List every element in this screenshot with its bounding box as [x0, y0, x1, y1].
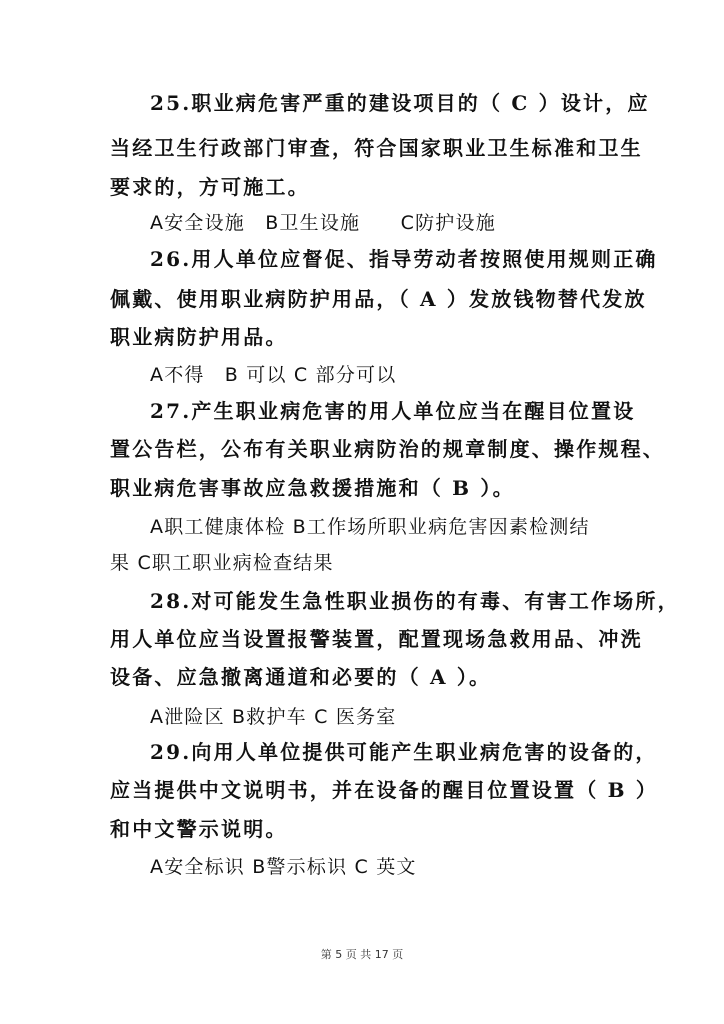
- question-27-line-3: 职业病危害事故应急救援措施和（ B ）。: [110, 476, 515, 500]
- question-27-options-line-2: 果 C职工职业病检查结果: [110, 552, 334, 574]
- question-28-options: A泄险区 B救护车 C 医务室: [150, 706, 397, 728]
- question-29-line-3: 和中文警示说明。: [110, 817, 288, 841]
- question-26-options: A不得 B 可以 C 部分可以: [150, 364, 397, 386]
- question-25-line-1: 25.职业病危害严重的建设项目的（ C ）设计，应: [150, 91, 650, 115]
- question-28-line-2: 用人单位应当设置报警装置，配置现场急救用品、冲洗: [110, 627, 643, 651]
- question-29-line-2: 应当提供中文说明书，并在设备的醒目位置设置（ B ）: [110, 778, 659, 802]
- page-number-footer: 第 5 页 共 17 页: [320, 948, 404, 961]
- question-26-line-1: 26.用人单位应督促、指导劳动者按照使用规则正确: [150, 247, 658, 271]
- question-26-line-3: 职业病防护用品。: [110, 325, 288, 349]
- question-29-options: A安全标识 B警示标识 C 英文: [150, 856, 417, 878]
- question-28-line-1: 28.对可能发生急性职业损伤的有毒、有害工作场所，: [150, 589, 680, 613]
- question-29-line-1: 29.向用人单位提供可能产生职业病危害的设备的，: [150, 740, 658, 764]
- question-25-options: A安全设施 B卫生设施 C防护设施: [150, 212, 496, 234]
- question-26-line-2: 佩戴、使用职业病防护用品，（ A ）发放钱物替代发放: [110, 287, 647, 311]
- question-25-line-3: 要求的，方可施工。: [110, 175, 310, 199]
- question-27-line-2: 置公告栏，公布有关职业病防治的规章制度、操作规程、: [110, 437, 665, 461]
- question-28-line-3: 设备、应急撤离通道和必要的（ A ）。: [110, 665, 492, 689]
- question-25-line-2: 当经卫生行政部门审查，符合国家职业卫生标准和卫生: [110, 136, 643, 160]
- question-27-line-1: 27.产生职业病危害的用人单位应当在醒目位置设: [150, 399, 636, 423]
- question-27-options-line-1: A职工健康体检 B工作场所职业病危害因素检测结: [150, 516, 590, 538]
